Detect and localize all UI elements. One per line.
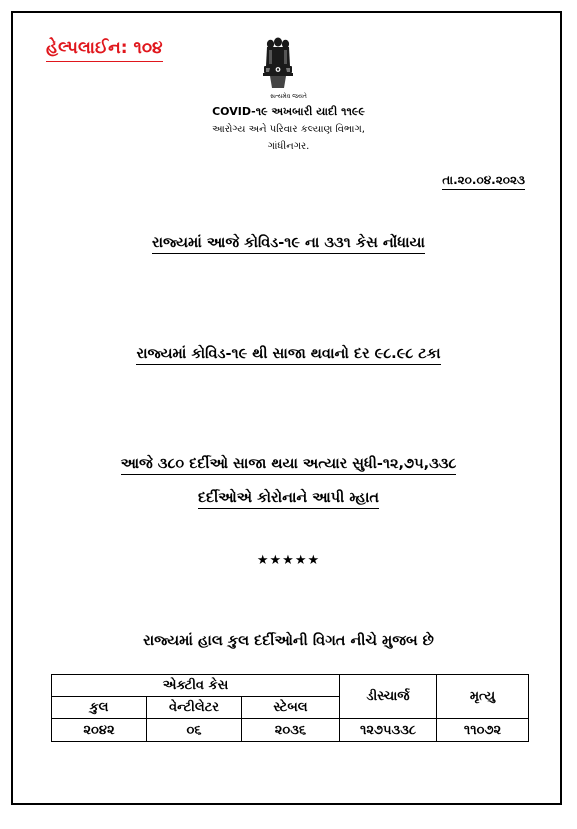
headline-recovery-rate [0,343,577,362]
discharged-header: ડીસ્ચાર્જ [340,675,437,719]
headline-recovered-line2 [0,487,577,506]
headline-recovered-line1 [0,453,577,472]
active-cases-header: એક્ટીવ કેસ [52,675,340,697]
release-date: તા.૨૦.૦૪.૨૦૨૩ [442,173,525,190]
headline-cases [0,232,577,251]
deaths-value: ૧૧૦૭૨ [437,719,529,742]
total-value: ૨૦૪૨ [52,719,147,742]
total-header: કુલ [52,697,147,719]
headline-cases-text: રાજ્યમાં આજે કોવિડ-૧૯ ના ૩૩૧ કેસ નોંધાયા [152,235,425,254]
headline-recovered-line1-text: આજે ૩૮૦ દર્દીઓ સાજા થયા અત્યાર સુધી-૧૨,૭૫,૩૩૮ [121,456,457,475]
national-emblem-icon [260,36,296,90]
headline-recovery-rate-text: રાજ્યમાં કોવિડ-૧૯ થી સાજા થવાનો દર ૯૮.૯૮ ટકા [136,346,440,365]
ventilator-header: વેન્ટીલેટર [147,697,242,719]
department-name: આરોગ્ય અને પરિવાર કલ્યાણ વિભાગ, [212,124,365,135]
table-title: રાજ્યમાં હાલ કુલ દર્દીઓની વિગત નીચે મુજબ છે [143,633,434,649]
stable-value: ૨૦૩૬ [242,719,340,742]
press-release-number: COVID-૧૯ અખબારી યાદી ૧૧૯૯ [212,105,365,118]
ventilator-value: ૦૬ [147,719,242,742]
patient-stats-table [51,674,529,742]
stable-header: સ્ટેબલ [242,697,340,719]
discharged-value: ૧૨૭૫૩૩૮ [340,719,437,742]
headline-recovered-line2-text: દર્દીઓએ કોરોનાને આપી મ્હાત [198,490,379,509]
star-separator: ★★★★★ [256,553,321,568]
deaths-header: મૃત્યુ [437,675,529,719]
helpline-number: હેલ્પલાઈન: ૧૦૪ [46,38,163,62]
city-name: ગાંધીનગર. [267,141,310,152]
emblem-motto: સત્યમેવ જયતે [270,93,307,100]
